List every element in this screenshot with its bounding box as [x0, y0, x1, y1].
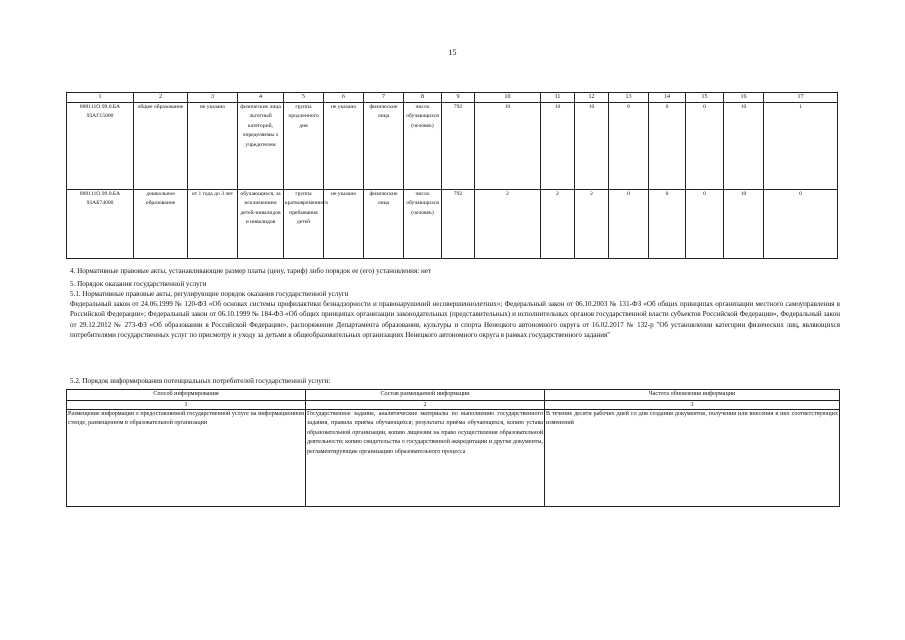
table-cell-col-2: дошкольное образование — [134, 190, 188, 259]
table-cell-col-5: группа продленного дня — [284, 103, 324, 190]
table-cell-col-7: физические лица — [364, 190, 404, 259]
info-number-3: 3 — [545, 401, 840, 410]
table-cell-col-12: 10 — [575, 103, 609, 190]
column-number-6: 6 — [324, 93, 364, 103]
column-number-10: 10 — [475, 93, 541, 103]
info-header-frequency: Частота обновления информации — [545, 390, 840, 401]
table-cell-col-6: не указано — [324, 190, 364, 259]
column-number-11: 11 — [541, 93, 575, 103]
table-cell-col-14: 0 — [649, 190, 686, 259]
table-cell-col-10: 2 — [475, 190, 541, 259]
column-number-15: 15 — [686, 93, 724, 103]
table-cell-col-12: 2 — [575, 190, 609, 259]
table-cell-col-5: группа кратковременного пребывания детей — [284, 190, 324, 259]
column-number-7: 7 — [364, 93, 404, 103]
table-cell-col-13: 0 — [609, 190, 649, 259]
column-number-14: 14 — [649, 93, 686, 103]
table-cell-col-7: физические лица — [364, 103, 404, 190]
laws-paragraph: Федеральный закон от 24.06.1999 № 120-ФЗ «Об основах системы профилактики безнадзорности и правонарушений несовершеннолетних»; Федеральный закон от 06.10.2003 № 131-ФЗ «Об общих принципах организации местного самоуправления в Российской Федерации»; Федеральный закон от 06.10.1999 № 184-ФЗ «Об общих принципах организации законодательных (представительных) и исполнительных органов государственной власти субъектов Российской Федерации», Федеральный закон от 29.12.2012 № 273-ФЗ «Об образовании в Российской Федерации», распоряжение Департамента образования, культуры и спорта Ненецкого автономного округа от 16.02.2017 № 132-р "Об установлении категории физических лиц, являющихся потребителями государственных услуг по присмотру и уходу за детьми в общеобразовательных организациях Ненецкого автономного округа в рамках государственного задания" — [70, 300, 840, 340]
table-cell-col-17: 0 — [764, 190, 838, 259]
info-frequency-cell: В течение десяти рабочих дней со дня создания документов, получения или внесения в них соответствующих изменений — [545, 410, 840, 507]
table-cell-col-14: 0 — [649, 103, 686, 190]
column-number-16: 16 — [724, 93, 764, 103]
section-5-heading: 5. Порядок оказания государственной услуги — [70, 280, 207, 288]
table-cell-col-1: 889111О.99.0.БА 93АБ74000 — [67, 190, 134, 259]
table-cell-col-8: число обучающихся (человек) — [404, 190, 442, 259]
table-cell-col-11: 10 — [541, 103, 575, 190]
table-cell-col-9: 792 — [442, 190, 475, 259]
table-cell-col-4: обучающиеся, за исключением детей-инвалидов и инвалидов — [238, 190, 284, 259]
table-cell-col-9: 792 — [442, 103, 475, 190]
table-cell-col-16: 10 — [724, 190, 764, 259]
column-number-2: 2 — [134, 93, 188, 103]
table-cell-col-8: число обучающихся (человек) — [404, 103, 442, 190]
section-5-2-heading: 5.2. Порядок информирования потенциальных потребителей государственной услуги: — [70, 377, 331, 385]
info-header-content: Состав размещаемой информации — [306, 390, 545, 401]
table-cell-col-1: 889111О.99.0.БА 93АГ15000 — [67, 103, 134, 190]
table-row — [67, 190, 838, 259]
table-cell-col-17: 1 — [764, 103, 838, 190]
table-cell-col-11: 2 — [541, 190, 575, 259]
column-number-13: 13 — [609, 93, 649, 103]
informing-table — [66, 389, 840, 507]
info-header-method: Способ информирования — [67, 390, 306, 401]
table-cell-col-15: 0 — [686, 103, 724, 190]
info-content-cell: Государственное задание, аналитические материалы по выполнению государственного задания, правила приёма обучающихся; результаты приёма обучающихся, копию устава образовательной организации, копию лицензии на право осуществления образовательной деятельности; копию свидетельства о государственной аккредитации и другие документы, регламентирующие организацию образовательного процесса — [306, 410, 545, 507]
column-number-3: 3 — [188, 93, 238, 103]
column-number-12: 12 — [575, 93, 609, 103]
column-number-8: 8 — [404, 93, 442, 103]
info-number-1: 1 — [67, 401, 306, 410]
table-cell-col-13: 0 — [609, 103, 649, 190]
column-number-9: 9 — [442, 93, 475, 103]
column-number-5: 5 — [284, 93, 324, 103]
column-number-17: 17 — [764, 93, 838, 103]
column-number-1: 1 — [67, 93, 134, 103]
table-row — [67, 103, 838, 190]
table-cell-col-16: 10 — [724, 103, 764, 190]
section-4-text: 4. Нормативные правовые акты, устанавливающие размер платы (цену, тариф) либо порядок ее (его) установления: нет — [70, 267, 432, 275]
table-cell-col-10: 10 — [475, 103, 541, 190]
table-cell-col-3: от 1 года до 3 лет — [188, 190, 238, 259]
service-volume-table — [66, 92, 838, 259]
table-cell-col-6: не указано — [324, 103, 364, 190]
column-number-row — [67, 93, 838, 103]
table-cell-col-3: не указано — [188, 103, 238, 190]
info-method-cell: Размещение информации о предоставляемой государственной услуге на информационном стенде, размещенном в образовательной организации — [67, 410, 306, 507]
table-cell-col-4: физические лица льготный категорий, определяемы х учредителем — [238, 103, 284, 190]
section-5-1-heading: 5.1. Нормативные правовые акты, регулирующие порядок оказания государственной услуги — [70, 290, 349, 298]
column-number-4: 4 — [238, 93, 284, 103]
info-number-2: 2 — [306, 401, 545, 410]
table-cell-col-15: 0 — [686, 190, 724, 259]
table-cell-col-2: общее образование — [134, 103, 188, 190]
page-number: 15 — [448, 48, 457, 57]
